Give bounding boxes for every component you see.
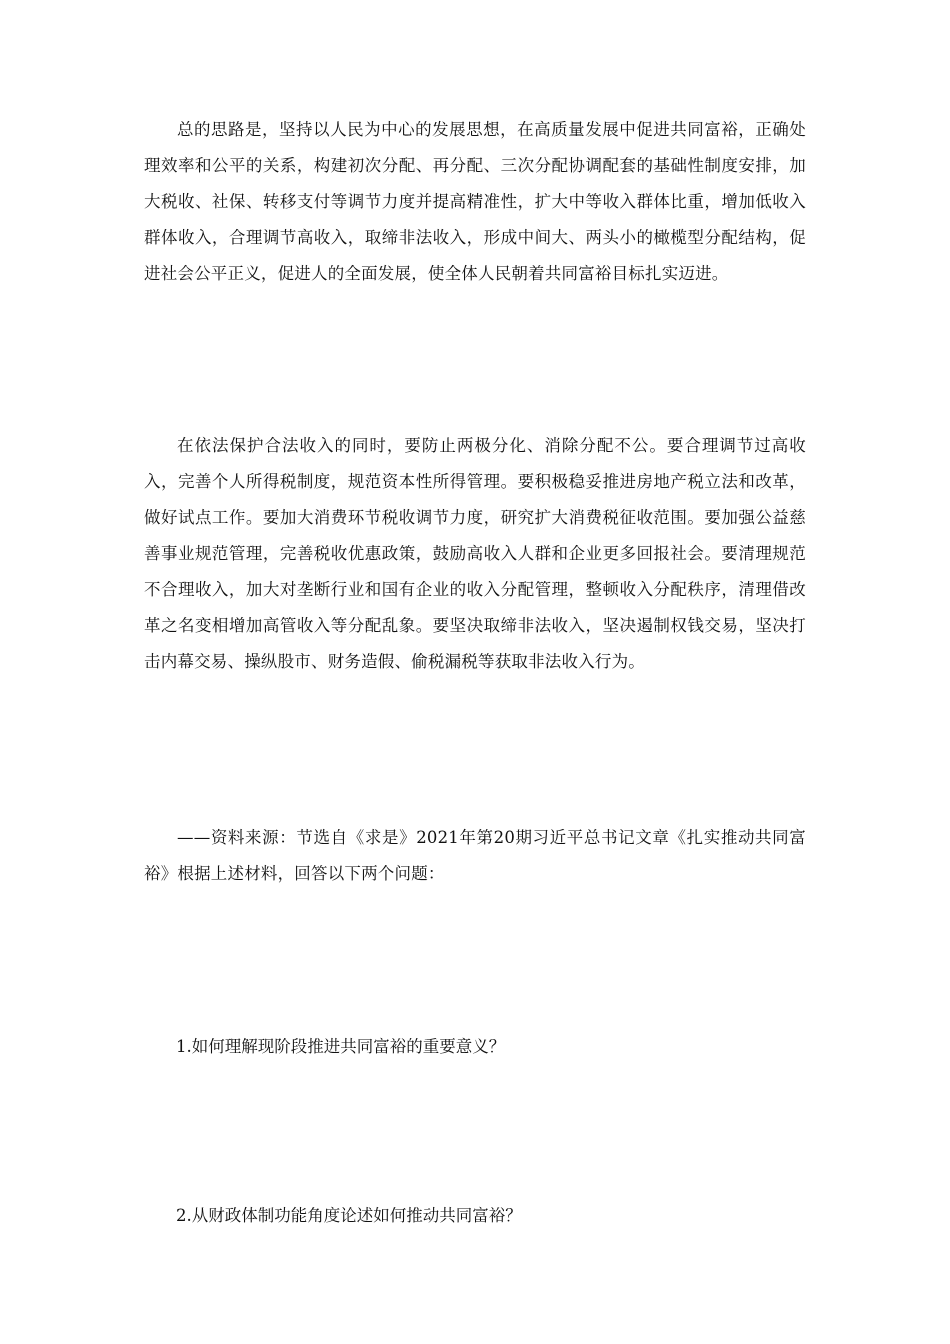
- question-1: 1.如何理解现阶段推进共同富裕的重要意义？: [176, 1037, 506, 1056]
- question-2: 2.从财政体制功能角度论述如何推动共同富裕？: [176, 1206, 522, 1225]
- source-note: ——资料来源：节选自《求是》2021年第20期习近平总书记文章《扎实推动共同富裕》根据上述材料，回答以下两个问题：: [144, 828, 806, 883]
- paragraph-income-regulation: 在依法保护合法收入的同时，要防止两极分化、消除分配不公。要合理调节过高收入，完善个人所得税制度，规范资本性所得管理。要积极稳妥推进房地产税立法和改革，做好试点工作。要加大消费环节税收调节力度，研究扩大消费税征收范围。要加强公益慈善事业规范管理，完善税收优惠政策，鼓励高收入人群和企业更多回报社会。要清理规范不合理收入，加大对垄断行业和国有企业的收入分配管理，整顿收入分配秩序，清理借改革之名变相增加高管收入等分配乱象。要坚决取缔非法收入，坚决遏制权钱交易，坚决打击内幕交易、操纵股市、财务造假、偷税漏税等获取非法收入行为。: [144, 436, 806, 671]
- paragraph-overall-approach: 总的思路是，坚持以人民为中心的发展思想，在高质量发展中促进共同富裕，正确处理效率和公平的关系，构建初次分配、再分配、三次分配协调配套的基础性制度安排，加大税收、社保、转移支付等调节力度并提高精准性，扩大中等收入群体比重，增加低收入群体收入，合理调节高收入，取缔非法收入，形成中间大、两头小的橄榄型分配结构，促进社会公平正义，促进人的全面发展，使全体人民朝着共同富裕目标扎实迈进。: [144, 120, 806, 283]
